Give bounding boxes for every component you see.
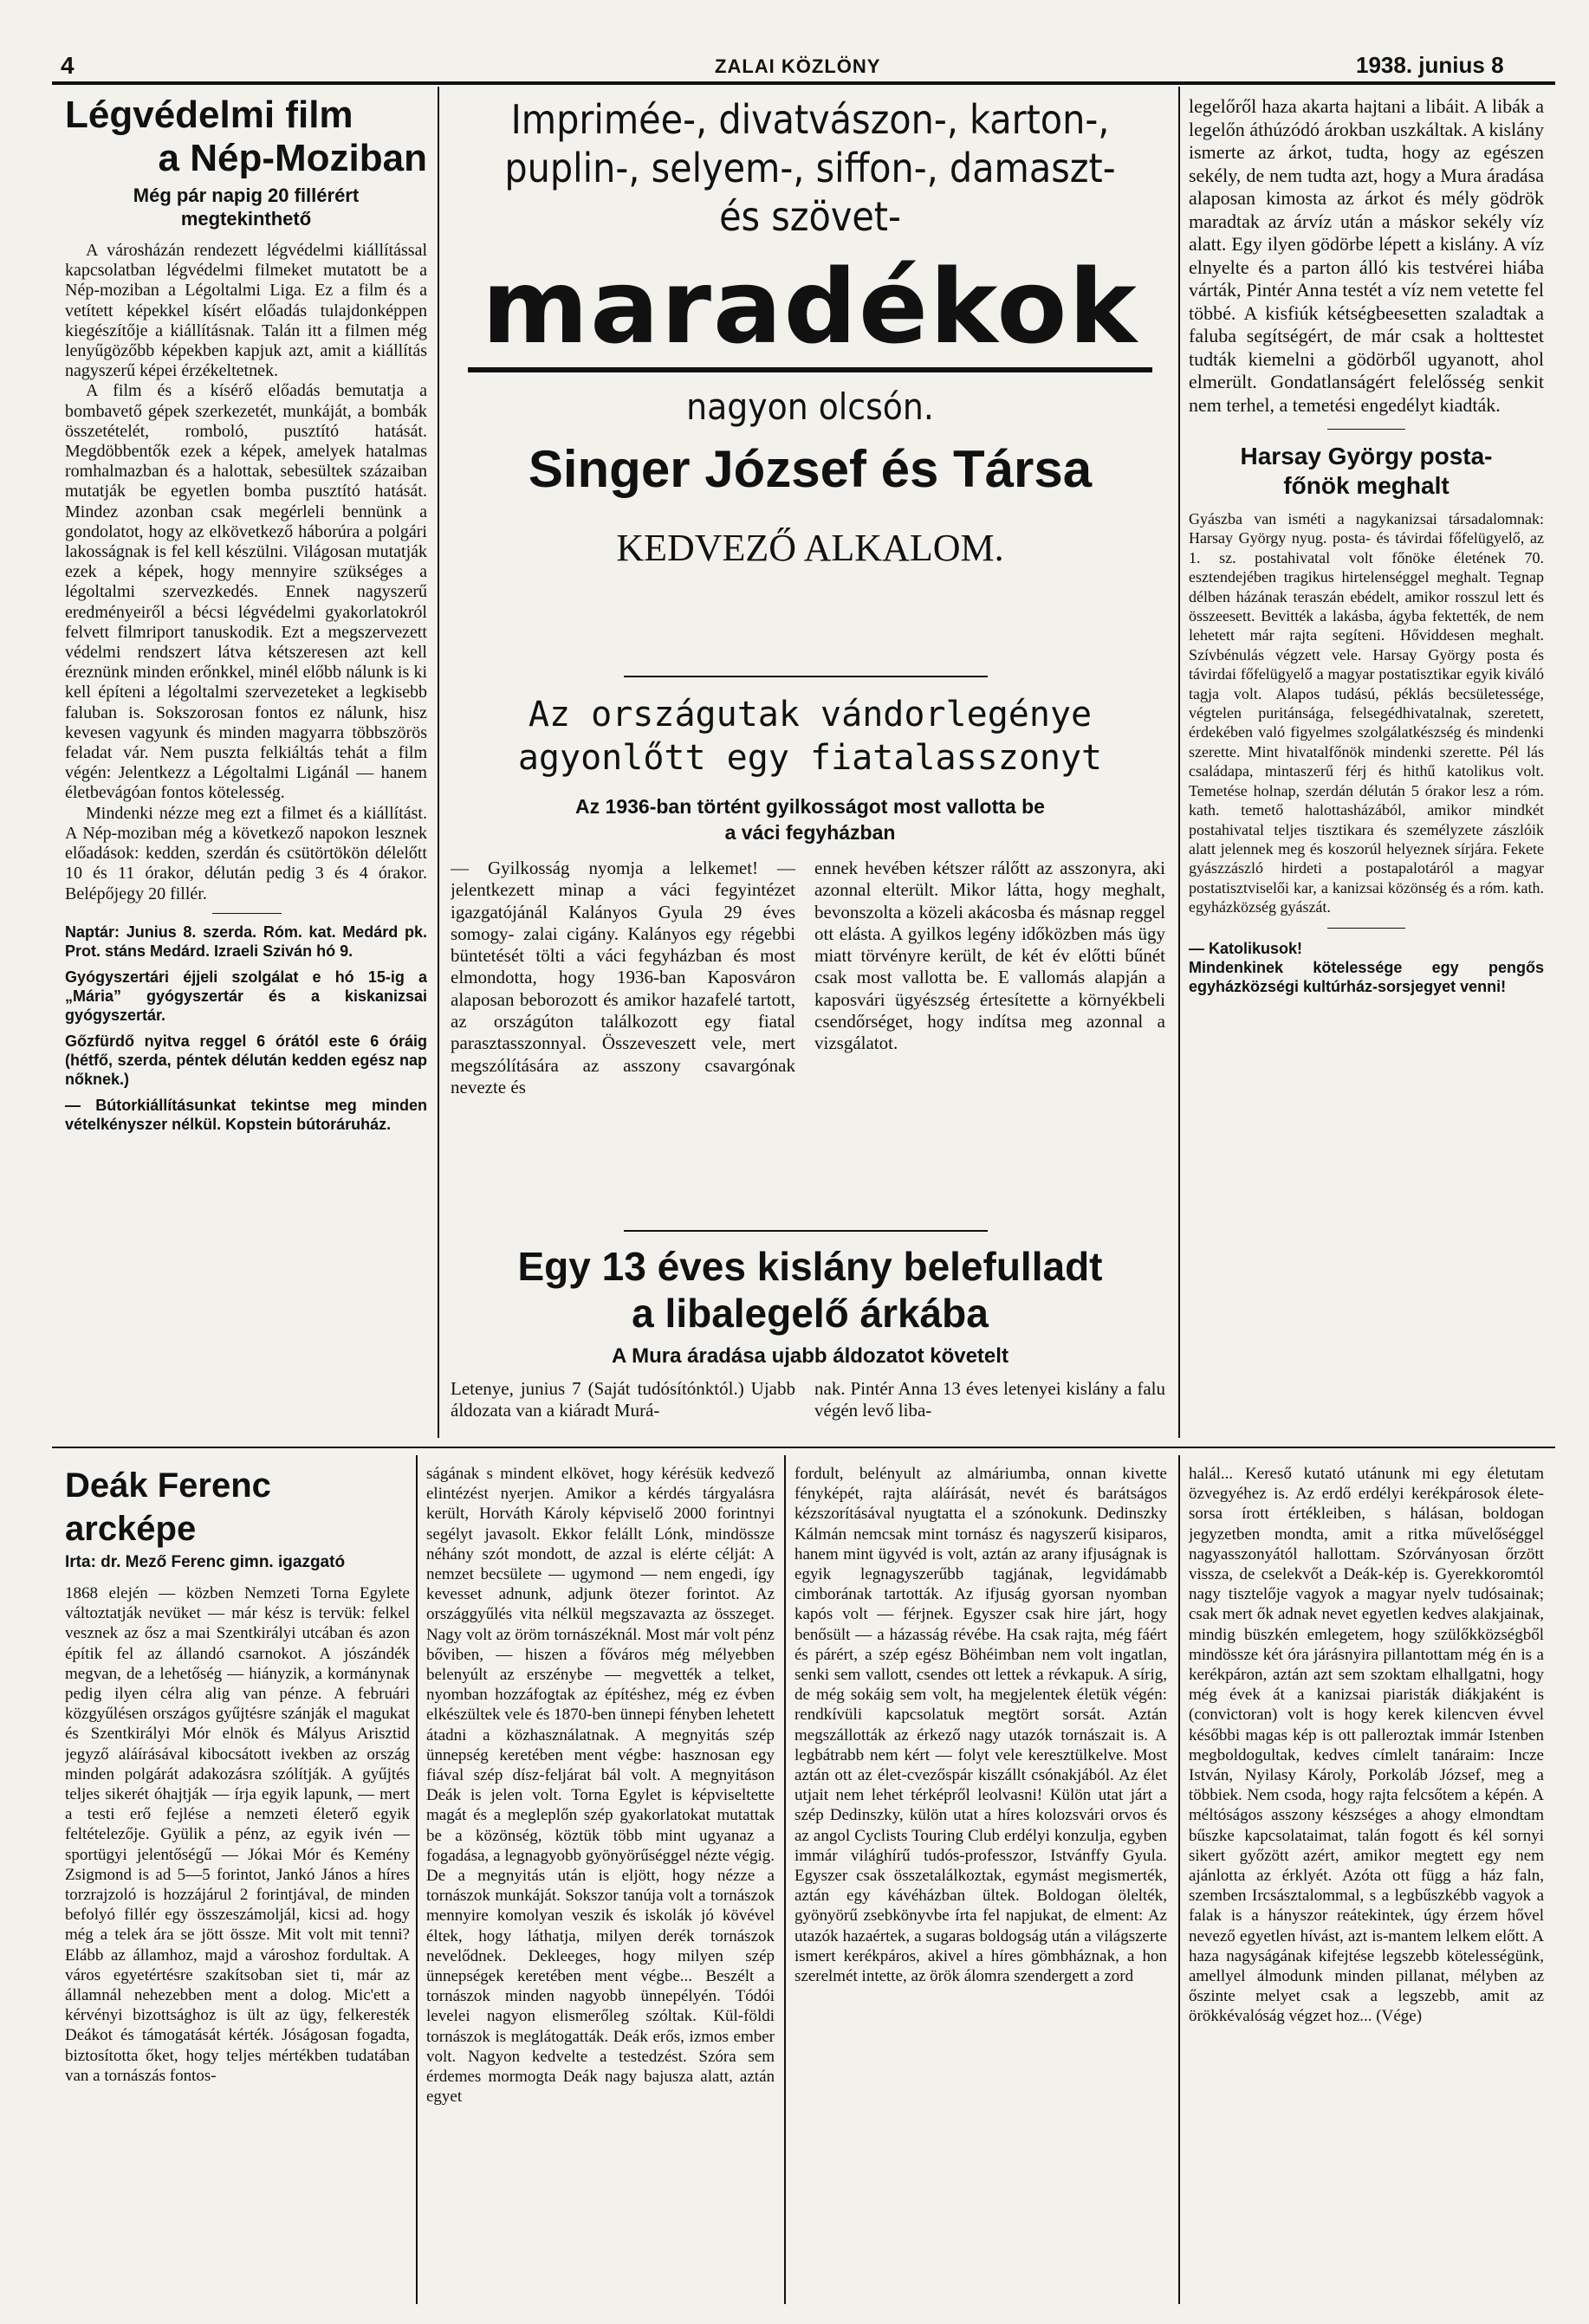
ad-line-1: Imprimée-, divatvászon-, karton-, xyxy=(510,96,1110,143)
kislany-headline: Egy 13 éves kislány belefulladt xyxy=(517,1244,1103,1289)
deak-text-4: halál... Kereső kutató utánunk mi egy életutam özvegyéhez is. Az erdő erdélyi kerékpárosok élete-sorsa írott értékleiben, s hálásan, boldogan jegyzetben mondta, amit a ritka művelőséggel nagyasszonyától hallottam. Szórványosan őrzött vissza, de cselekvőt a Deák-kép is. Gyerekkoromtól nagy tisztelője vagyok a magyar nyelv tudósainak; csak mert ők adnak nevet egyetlen kedves alakjainak, mindig büszkén emlegetem, hogy szülőkközségből mindössze két óra járásnyira pillantottam még én is a kerékpáron, aztán azt sem szoktam elhallgatni, hogy még évek át a kanizsai piaristák diákjaként is (convictoran) volt is hogy kerek kilencven évvel későbbi magas kép is ott palleroztak immár Istenben megboldogultak, kedves címlelt tanáraim: Incze István, Nyilasy Károly, Porkoláb József, meg a többiek. Nem csoda, hogy rajta felcsőtem a képén. A méltóságos asszony készséges a ahogy elmondtam bűszke kapcsolataimat, talán fogott és kél sornyi sikert győzött azért, amikor megtett egy nem ajánlotta az érklyét. Azóta ott függ a ház faln, szemben Ircsásztalommal, s a legbűszkébb vagyok a falak is a hányszor reátekintek, úgy érzem hővel nevező egyetlen hívást, azt is-mantem lelkem előtt. A haza nagyságának kifejtése legszebb kötelességünk, amellyel álmodunk minden pillanat, mélyben az őszinte melyet csak a legszebb, amit az örökkévalóság végzet hoz... (Vége) xyxy=(1189,1465,1544,2026)
film-subtitle: Még pár napig 20 fillérért xyxy=(133,184,360,206)
masthead-date: 1938. junius 8 xyxy=(1356,52,1504,78)
deak-text-1: 1868 elején — közben Nemzeti Torna Egylete változtatják nevüket — már kész is tervük: felkel vesznek az ősz a mai Szentkirályi utcában és azon építik fel az állandó csarnokot. A jószándék megvan, de a lehetőség — hiányzik, a kormánynak pedig ilyen célra alig van pénze. A februári közgyűlésen országos gyűjtésre szánják el magukat és Szentkirályi Mór elnök és Mályus Arisztid jegyző aláírásával kibocsátott ivekben az ország minden polgárát adakozásra szólítják. A gyűjtés teljes sikerét óhajtják — írja egyik lapunk, — mert a testi erő fejlése a nemzeti életerő egyik feltételezője. Gyülik a pénz, az egyik ivén — sportügyi jelentőségű — Jókai Mór és Kemény Zsigmond is ad 5—5 forintot, Jankó János a híres torzrajzoló is hozzájárul 2 forintjával, de minden befolyó fillér egy összeszámoljál, kicsi ad. hogy még a telek ára se jött össze. Mit volt mit tenni? Elább az államhoz, majd a városhoz fordultak. A város egyetértésre szakítsoban siet ti, már az államnál nehezebben ment a dolog. Mic'ett a kérvényi bizottsághoz is ült az ügy, felkeresték Deákot és támogatását kérték. Jóságosan fogadta, biztosította őket, hogy teljes mértékben tudatában van a tornászás fontos- xyxy=(65,1584,410,2085)
butor-note: — Bútorkiállításunkat tekintse meg minden vételkényszer nélkül. Kopstein bútoráruház. xyxy=(65,1096,427,1133)
gyogyszertar-note: Gyógyszertári éjjeli szolgálat e hó 15-ig a „Mária” gyógyszertár és a kiskanizsai gyógyszertár. xyxy=(65,968,427,1024)
kislany-col-2: nak. Pintér Anna 13 éves letenyei kislány a falu végén levő liba- xyxy=(814,1378,1165,1421)
harsay-body: Gyászba van isméti a nagykanizsai társadalomnak: Harsay György nyug. posta- és távirdai főfelügyelő, az 1. sz. postahivatal volt főnöke életének 70. esztendejében tragikus hirtelenséggel meghalt. Tegnap délben házának teraszán ebédelt, amikor rosszul lett és összeesett. Bevitték a lakásba, ágyba fektették, de nem lehetett már rajta segíteni. Hőviddesen meghalt. Szívbénulás végzett vele. Harsay György posta és távirdai főfelügyelő a magyar postatisztikar egyik kiváló tagja volt. Alapos tudású, péklás becsületessége, végtelen puritánsága, felsegédhivatalnak, szeretett, érdekében való figyelmes szolgálatkészség és mindenki szerette. Mint hivatalfőnök mindenki szerette. Pél lás családapa, mintaszerű férj és hithű katolikus volt. Temetése holnap, szerdán délután 5 órakor lesz a róm. kath. temető halottasházából, amikor mindkét postahivatal teljes tisztikara és személyzete zászlóik alatt jelennek meg és koszorúl helyeznek sírjára. Fekete gyászzászló hirdeti a postapalotáról a magyar postatisztviselői kar, a kanizsai közönség és a róm. kath. egyházközség gyászát. xyxy=(1189,510,1544,916)
film-body xyxy=(65,241,427,904)
katolikus-body: Mindenkinek kötelessége egy pengős egyházközségi kultúrház-sorsjegyet venni! xyxy=(1189,958,1544,995)
vandor-subhead-2: a váci fegyházban xyxy=(724,821,896,844)
kislany-article xyxy=(451,1243,1170,1442)
kislany-subhead: A Mura áradása ujabb áldozatot követelt xyxy=(612,1344,1009,1368)
ad-line-4: nagyon olcsón. xyxy=(686,385,934,428)
divider xyxy=(212,913,282,914)
page-number: 4 xyxy=(61,52,75,79)
film-article xyxy=(65,94,427,1436)
film-paragraph: A film és a kísérő előadás bemutatja a bombavető gépek szerkezetét, munkáját, a bombák összetételét, romboló, pusztító hatását. Megdöbbentők ezek a képek, amelyek hatalmas romhalmazban és a halottak, sebesültek százaiban mutatják be egyetlen bomba pusztító hatását. Mindez azonban csak megérleli bennünk a gondolatot, hogy az elkövetkező háborúra a polgári lakosságnak is fel kell készülni. Világosan mutatják ezek a képek, hogy mennyire szükséges a légoltalmi szervezkedés. Ennek nagyszerű eredményeiről a bécsi légvédelmi gyakorlatokról felvett filmriport tanuskodik. Ezt a megszervezett védelmi rendszert látva kétszeresen azt kell éreznünk minden erőnkkel, minél előbb nálunk is ki kell építeni a légoltalmi szervezeteket a legkisebb faluban is. Sokszorosan fontos ez nálunk, hisz kevesen vagyunk és minden magyarra többszörös feladat vár. Nem puszta felkiáltás tehát a film végén: Jelentkezz a Légoltalmi Ligánál — hanem életbevágóan fontos kötelesség. xyxy=(65,381,427,803)
film-title: Légvédelmi film xyxy=(65,94,353,136)
divider xyxy=(624,676,988,677)
column-rule xyxy=(1178,1455,1180,2304)
harsay-headline-2: főnök meghalt xyxy=(1283,472,1450,499)
deak-col-4 xyxy=(1189,1464,1544,2308)
vandor-subhead: Az 1936-ban történt gyilkosságot most vallotta be xyxy=(575,795,1045,818)
ad-firm-name: Singer József és Társa xyxy=(528,440,1093,498)
section-rule xyxy=(52,1447,1555,1448)
ad-big-word: maradékok xyxy=(482,247,1138,366)
singer-advertisement xyxy=(451,95,1170,658)
deak-col-3 xyxy=(794,1464,1167,2308)
vandor-article xyxy=(451,693,1170,1213)
kislany-continued: legelőről haza akarta hajtani a libáit. A libák a legelőn áthúzódó árokban uszkáltak. A kislány ismerte az árkot, tudta, hogy az egészen sekély, de nem tudta azt, hogy a Mura áradása alaposan kimosta az árkot és mély gödrök maradtak az árvíz után a máskor sekély víz alatt. Egy ilyen gödörbe lépett a kislány. A víz elnyelte és a parton álló kis testvérei hiába várták, Pintér Anna testét a víz nem vetette fel többé. A kisfiúk kétségbeesetten szaladtak a faluba segítségért, de már csak a holttestet tudták kiemelni a gödörből ugyanott, ahol elmerült. Gondatlanságért felelősség senkit nem terhel, a temetési engedélyt kiadták. xyxy=(1189,95,1544,416)
naptar-note: Naptár: Junius 8. szerda. Róm. kat. Medárd pk. Prot. stáns Medárd. Izraeli Sziván hó 9. xyxy=(65,922,427,960)
divider xyxy=(624,1230,988,1232)
vandor-headline-2: agyonlőtt egy fiatalasszonyt xyxy=(517,738,1103,778)
vandor-headline: Az országutak vándorlegénye xyxy=(528,695,1093,735)
kislany-col-1: Letenye, junius 7 (Saját tudósítónktól.) Ujabb áldozata van a kiáradt Murá- xyxy=(451,1378,795,1421)
masthead-rule xyxy=(52,81,1555,85)
divider xyxy=(1327,429,1405,430)
column-rule xyxy=(438,87,439,1438)
katolikus-headline: — Katolikusok! xyxy=(1189,939,1303,957)
deak-author: Irta: dr. Mező Ferenc gimn. igazgató xyxy=(65,1553,346,1571)
film-subtitle-2: megtekinthető xyxy=(180,208,312,230)
film-paragraph: Mindenki nézze meg ezt a filmet és a kiállítást. A Nép-moziban még a következő napokon lesznek előadások: kedden, szerdán és csütörtökön délelőtt 10 és 11 órakor, délután pedig 3 és 4 órakor. Belépőjegy 20 fillér. xyxy=(65,803,427,903)
ad-rule xyxy=(468,367,1152,372)
deak-col-2 xyxy=(426,1464,775,2308)
gozfurdo-note: Gőzfürdő nyitva reggel 6 órától este 6 óráig (hétfő, szerda, péntek délután kedden egész nap nőknek.) xyxy=(65,1032,427,1088)
vandor-col-1: — Gyilkosság nyomja a lelkemet! — jelentkezett minap a váci fegyintézet igazgatójánál Kalányos Gyula 29 éves somogy- zalai cigány. Kalányos egy régebbi büntetését tölti a váci fegyházban és most elmondotta, hogy 1936-ban Kaposváron alaposan beborozott és amikor hazafelé tartott, az országúton találkozott egy fiatal parasztasszonnyal. Összeveszett vele, mert megszólítására az asszony csavargónak nevezte és xyxy=(451,858,795,1097)
film-paragraph: A városházán rendezett légvédelmi kiállítással kapcsolatban légvédelmi filmeket mutatott be a Nép-moziban a Légoltalmi Liga. Ez a film és a vetített képekkel kísért előadás tulajdonképpen kiegészítője a kiállításnak. Talán itt a filmen még lenyűgözőbb képekben kapjuk azt, amit a kiállítás nagyszerű képei érzékeltetnek. xyxy=(65,241,427,381)
column-rule xyxy=(416,1455,418,2304)
kislany-headline-2: a libalegelő árkába xyxy=(632,1291,989,1336)
deak-col-1 xyxy=(65,1464,410,2308)
deak-title: Deák Ferenc arcképe xyxy=(65,1466,271,1548)
deak-text-3: fordult, belényult az almáriumba, onnan kivette fényképét, rajta aláírását, nevét és barátságos kézszorításával nyugtatta el a szónokunk. Dedinszky Kálmán nemcsak mint tornász és nagyszerű kisiparos, hanem mint ügyvéd is volt, aztán az arany ifjuságnak is egyik legnagyszerűbb tagjának, legvidámabb cimborának tartották. Az ifjuság gyorsan nyomban kapós volt — férjnek. Egyszer csak hire járt, hogy benősült — a házasság révébe. Ha csak rajta, még fáért és párért, a szép egész Böhéimban nem volt ingatlan, senki sem vallott, csendes ott lettek a révkapuk. A sírig, de még sokáig sem volt, ha megjelentek életük végén: rendkívüli kapcsolatuk megtört sorsát. Aztán megszállották az érkező nagy utazók tornászait is. A legbátrabb nem kért — folyt vele keresztülkelve. Most aztán ott az élet-cvezőspár kiszállt csónakjából. Az élet utjait nem lehet térképről leolvasni! Külön utat járt a szép Dedinszky, külön utat a híres kolozsvári orvos és az angol Cyclists Touring Club erdélyi konzulja, egyben immár világhírű tudós-professzor, Istvánffy Gyula. Egyszer csak összetalálkoztak, egymást megismerték, aztán egy kávéházban ültek. Boldogan ölelték, gyönyörű zsebkönyvbe írta fel napjukat, de elment: Az utazók hazaértek, a sugaras boldogság után a világszerte ismert kerékpáros, akivel a híres gömbháznak, a hon szerelmét intette, az örök álomra szendergett a zord xyxy=(794,1465,1167,1986)
film-title-2: a Nép-Moziban xyxy=(158,137,427,179)
masthead-title: ZALAI KÖZLÖNY xyxy=(715,55,881,77)
ad-line-2: puplin-, selyem-, siffon-, damaszt- xyxy=(504,145,1116,191)
ad-line-5: KEDVEZŐ ALKALOM. xyxy=(616,527,1004,569)
right-column xyxy=(1189,95,1544,1438)
column-rule xyxy=(1178,87,1180,1438)
column-rule xyxy=(784,1455,786,2304)
vandor-col-2: ennek hevében kétszer rálőtt az asszonyra, aki azonnal elterült. Mikor látta, hogy meghalt, bevonszolta a közeli akácosba és másnap reggel ott elásta. A gyilkos legény időközben más ügy miatt törvényre került, de két év előtti bűnét csak most vallotta be. E vallomás alapján a kaposvári ügyészség értesítette a környékbeli csendőrséget, hogy indítsa meg azonnal a vizsgálatot. xyxy=(814,858,1165,1054)
ad-line-3: és szövet- xyxy=(719,193,901,240)
deak-text-2: ságának s mindent elkövet, hogy kérésük kedvező elintézést nyerjen. Amikor a kérdés tárgyalásra került, Horváth Károly képviselő 2000 forintnyi segélyt javasolt. Ekkor felállt Lónk, mindössze néhány szót mondott, de azzal is elérte célját: A nemzet becsülete — ugymond — nem engedi, így kevesset adnunk, adjunk ötezer forintot. Az országgyűlés vita nélkül megszavazta az összeget. Nagy volt az öröm tornászéknál. Most már volt pénz bőviben, — hiszen a főváros még mélyebben belenyúlt az erszénybe — megvették a telket, nyomban hozzáfogtak az építéshez, még ez évben elkészültek vele és 1870-ben ünnepi fényben lehetett átadni a közhasználatnak. A megnyitás szép ünnepség keretében ment végbe: hasznosan egy fiával szép dísz-feljárat bál volt. A megnyitáson Deák is jelen volt. Torna Egylet is képviseltette magát és a megleplőn szép gyakorlatokat mutattak be a közönség, köztük több mint ugyanaz a fogadása, a legnagyobb gyönyörűséggel nézte végig. De a megnyitás után is eljött, hogy nézze a tornászok munkáját. Sokszor tanúja volt a tornászok mennyire komolyan veszik és iskolák jó kövével éltek, hogy láthatja, milyen derék tornászok nevelődnek. Dekleeges, hogy milyen szép ünnepségek keretében ment végbe... Beszélt a tornászok minden nagyobb ünnepélyén. Tódói levelei nagyon elismerőleg szóltak. Kül-földi tornászok is meglátogatták. Deák erős, izmos ember volt. Nagyon kedvelte a testedzést. Szóra sem érdemes mormogta Deák nagy bajusza alatt, aztán egyet xyxy=(426,1465,775,2107)
harsay-headline: Harsay György posta- xyxy=(1240,443,1493,469)
divider xyxy=(1327,928,1405,929)
